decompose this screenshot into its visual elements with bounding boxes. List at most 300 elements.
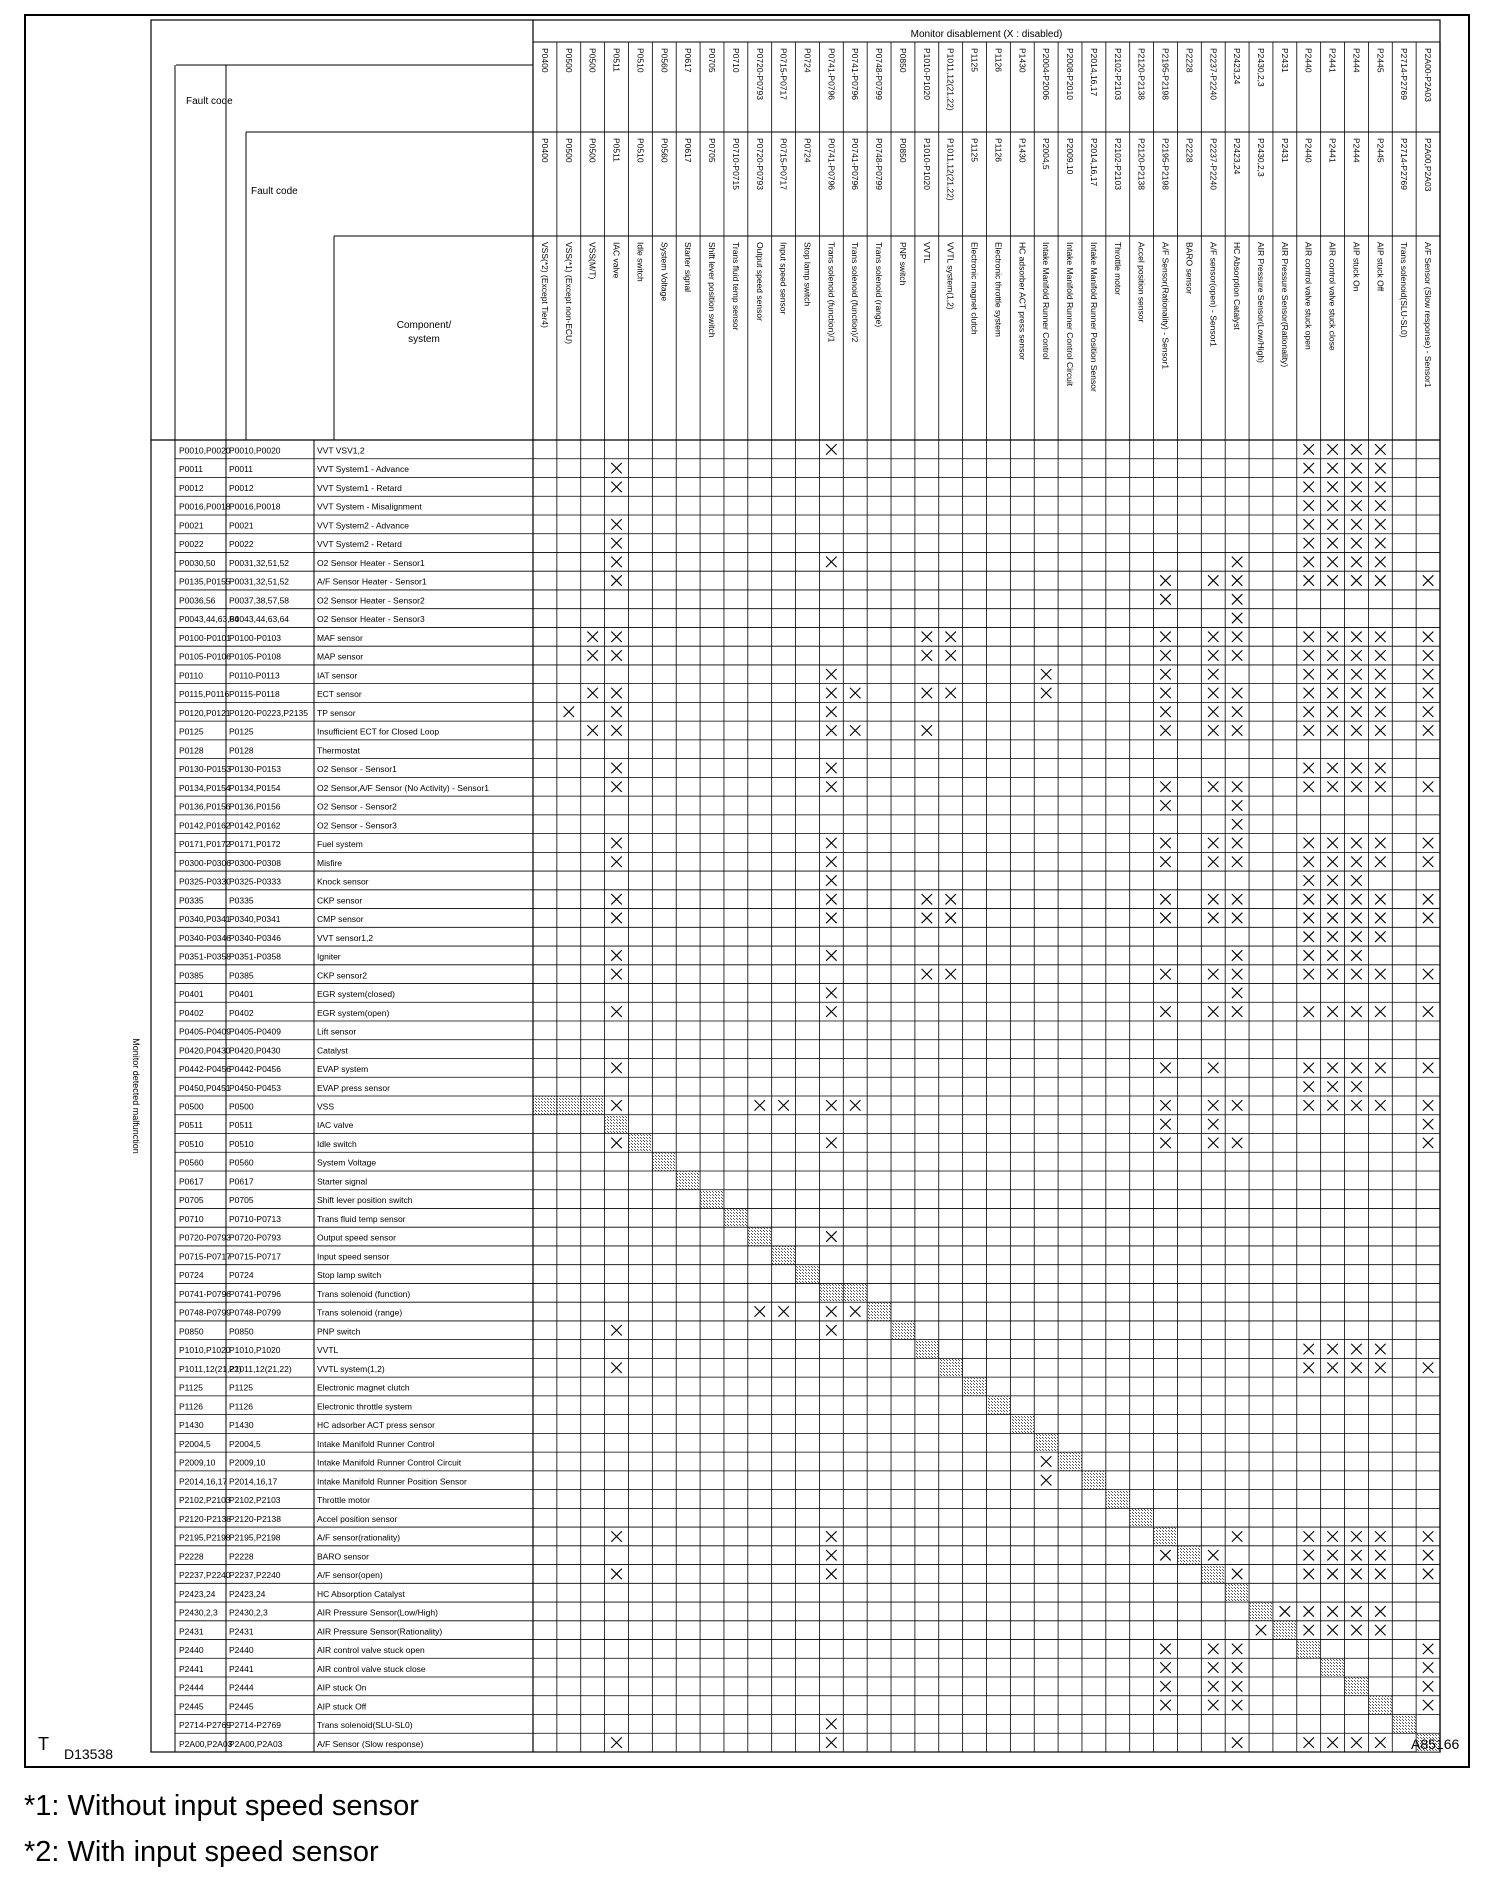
row-code: P0617 (179, 1176, 204, 1187)
x-mark (1375, 1737, 1385, 1747)
shaded-cell (748, 1227, 772, 1246)
row-code-2: P0617 (229, 1176, 254, 1187)
x-mark (1303, 463, 1313, 473)
shaded-cell (724, 1208, 748, 1227)
x-mark (1303, 519, 1313, 529)
row-code: P2430,2,3 (179, 1607, 218, 1618)
x-mark (1160, 1681, 1170, 1691)
shaded-cell (1392, 1715, 1416, 1734)
row-code-2: P0710-P0713 (229, 1213, 281, 1224)
column-code-2: P2004,5 (1041, 138, 1052, 170)
column-code-2: P0741-P0796 (850, 138, 861, 190)
column-component: VSS(M/T) (587, 242, 598, 280)
row-component: Electronic magnet clutch (317, 1382, 410, 1393)
x-mark (1232, 913, 1242, 923)
x-mark (1423, 913, 1433, 923)
row-code-2: P2009,10 (229, 1457, 266, 1468)
x-mark (1303, 1625, 1313, 1635)
shaded-cell (581, 1096, 605, 1115)
row-component: VVT System2 - Advance (317, 520, 409, 531)
x-mark (1232, 1681, 1242, 1691)
x-mark (1351, 557, 1361, 567)
row-code: P2102,P2103 (179, 1495, 231, 1506)
column-code: P2195-P2198 (1160, 48, 1171, 100)
x-mark (1423, 725, 1433, 735)
shaded-cell (867, 1302, 891, 1321)
fault-code-label-2: Fault code (251, 186, 298, 197)
x-mark (1423, 1531, 1433, 1541)
column-component: Trans solenoid (function)/2 (850, 242, 861, 343)
x-mark (1423, 650, 1433, 660)
column-code: P0500 (587, 48, 598, 73)
x-mark (1423, 1119, 1433, 1129)
x-mark (850, 725, 860, 735)
x-mark (1160, 1100, 1170, 1110)
x-mark (1351, 875, 1361, 885)
x-mark (1351, 856, 1361, 866)
row-code-2: P0012 (229, 482, 254, 493)
column-code-2: P1010-P1020 (921, 138, 932, 190)
x-mark (1160, 1700, 1170, 1710)
row-code: P0710 (179, 1213, 204, 1224)
x-mark (1232, 856, 1242, 866)
x-mark (1208, 913, 1218, 923)
column-component: VVTL (921, 242, 932, 264)
x-mark (1160, 894, 1170, 904)
row-code-2: P0142,P0162 (229, 820, 281, 831)
row-code: P0115,P0116 (179, 689, 230, 700)
row-component: Intake Manifold Runner Position Sensor (317, 1476, 467, 1487)
x-mark (1160, 688, 1170, 698)
row-code-2: P0741-P0796 (229, 1288, 281, 1299)
x-mark (587, 632, 597, 642)
x-mark (611, 894, 621, 904)
x-mark (1375, 931, 1385, 941)
column-code: P0400 (539, 48, 550, 73)
column-code-2: P0400 (539, 138, 550, 163)
x-mark (611, 688, 621, 698)
x-mark (1351, 913, 1361, 923)
component-label-2: system (408, 334, 440, 345)
row-code-2: P0011 (229, 464, 253, 475)
x-mark (1232, 894, 1242, 904)
x-mark (826, 1100, 836, 1110)
x-mark (1351, 1363, 1361, 1373)
x-mark (1232, 1006, 1242, 1016)
x-mark (1423, 1363, 1433, 1373)
x-mark (587, 725, 597, 735)
column-code: P2A00-P2A03 (1423, 48, 1434, 102)
x-mark (1327, 1550, 1337, 1560)
row-component: O2 Sensor - Sensor3 (317, 820, 397, 831)
x-mark (1303, 707, 1313, 717)
row-code: P0560 (179, 1157, 204, 1168)
row-component: A/F Sensor (Slow response) (317, 1738, 424, 1749)
row-code-2: P0021 (229, 520, 254, 531)
row-code: P0705 (179, 1195, 204, 1206)
column-code: P2441 (1327, 48, 1338, 73)
x-mark (922, 894, 932, 904)
x-mark (1160, 1063, 1170, 1073)
x-mark (1303, 500, 1313, 510)
row-code-2: P0500 (229, 1101, 254, 1112)
row-code: P0401 (179, 989, 204, 1000)
row-component: Igniter (317, 951, 341, 962)
x-mark (826, 1719, 836, 1729)
shaded-cell (843, 1283, 867, 1302)
x-mark (1160, 1138, 1170, 1148)
x-mark (1041, 669, 1051, 679)
column-code-2: P2195-P2198 (1160, 138, 1171, 190)
x-mark (1208, 669, 1218, 679)
x-mark (1375, 1569, 1385, 1579)
column-code-2: P2228 (1184, 138, 1195, 163)
x-mark (1232, 1531, 1242, 1541)
column-component: A/F sensor(open) - Sensor1 (1208, 242, 1219, 347)
x-mark (1160, 1119, 1170, 1129)
row-code: P0511 (179, 1120, 203, 1131)
row-component: Input speed sensor (317, 1251, 390, 1262)
row-code-2: P0115-P0118 (229, 689, 280, 700)
footnote-1: *1: Without input speed sensor (24, 1790, 419, 1822)
x-mark (1375, 1550, 1385, 1560)
x-mark (1423, 669, 1433, 679)
row-code-2: P0016,P0018 (229, 501, 281, 512)
x-mark (826, 894, 836, 904)
corner-left-code: D13538 (64, 1746, 114, 1762)
x-mark (1208, 1550, 1218, 1560)
row-component: VVTL (317, 1345, 339, 1356)
row-code-2: P1010,P1020 (229, 1345, 281, 1356)
column-code-2: P2120-P2138 (1136, 138, 1147, 190)
column-code: P2237-P2240 (1208, 48, 1219, 100)
x-mark (1303, 763, 1313, 773)
x-mark (1208, 1662, 1218, 1672)
column-code-2: P0500 (587, 138, 598, 163)
x-mark (1232, 1662, 1242, 1672)
x-mark (945, 688, 955, 698)
x-mark (1375, 1531, 1385, 1541)
x-mark (1351, 669, 1361, 679)
column-code-2: P2237-P2240 (1208, 138, 1219, 190)
x-mark (1375, 463, 1385, 473)
x-mark (1375, 725, 1385, 735)
x-mark (611, 838, 621, 848)
row-code: P0100-P0101 (179, 632, 231, 643)
row-component: Misfire (317, 857, 343, 868)
row-code: P0036,56 (179, 595, 216, 606)
x-mark (1327, 781, 1337, 791)
column-component: AIR Pressure Sensor(Rationality) (1279, 242, 1290, 368)
x-mark (826, 725, 836, 735)
x-mark (611, 519, 621, 529)
x-mark (611, 1531, 621, 1541)
row-component: O2 Sensor - Sensor1 (317, 764, 397, 775)
row-code: P0030,50 (179, 557, 216, 568)
x-mark (1041, 688, 1051, 698)
corner-mark: T (38, 1734, 49, 1754)
row-component: Trans solenoid (range) (317, 1307, 403, 1318)
row-code-2: P2444 (229, 1682, 254, 1693)
row-component: BARO sensor (317, 1551, 369, 1562)
row-code: P2195,P2198 (179, 1532, 231, 1543)
shaded-cell (796, 1265, 820, 1284)
column-component: Trans solenoid(SLU-SL0) (1399, 242, 1410, 338)
x-mark (1351, 838, 1361, 848)
shaded-cell (700, 1190, 724, 1209)
row-component: TP sensor (317, 707, 356, 718)
column-code: P0715-P0717 (778, 48, 789, 100)
x-mark (826, 1569, 836, 1579)
column-code: P0748-P0799 (874, 48, 885, 100)
row-component: IAC valve (317, 1120, 354, 1131)
x-mark (1280, 1606, 1290, 1616)
x-mark (1375, 781, 1385, 791)
row-component: Lift sensor (317, 1026, 357, 1037)
row-code: P0450,P0451 (179, 1082, 231, 1093)
shaded-cell (1345, 1677, 1369, 1696)
x-mark (1208, 688, 1218, 698)
x-mark (1351, 1006, 1361, 1016)
x-mark (1208, 1644, 1218, 1654)
x-mark (778, 1100, 788, 1110)
x-mark (1327, 1606, 1337, 1616)
x-mark (1232, 819, 1242, 829)
x-mark (1327, 557, 1337, 567)
x-mark (587, 688, 597, 698)
row-code-2: P2445 (229, 1701, 254, 1712)
row-code: P0402 (179, 1007, 204, 1018)
row-code: P0335 (179, 895, 204, 906)
x-mark (826, 1550, 836, 1560)
shaded-cell (963, 1377, 987, 1396)
x-mark (1232, 838, 1242, 848)
x-mark (1351, 1531, 1361, 1541)
row-code: P0510 (179, 1138, 204, 1149)
column-component: Intake Manifold Runner Position Sensor (1088, 242, 1099, 392)
row-code: P0741-P0796 (179, 1288, 231, 1299)
x-mark (945, 913, 955, 923)
x-mark (1327, 1006, 1337, 1016)
row-code-2: P0850 (229, 1326, 254, 1337)
x-mark (1303, 1100, 1313, 1110)
x-mark (1232, 1700, 1242, 1710)
column-code-2: P2423,24 (1232, 138, 1243, 175)
x-mark (1351, 1550, 1361, 1560)
row-code: P0016,P0018 (179, 501, 231, 512)
shaded-cell (1058, 1452, 1082, 1471)
column-code: P2008-P2010 (1065, 48, 1076, 100)
x-mark (611, 707, 621, 717)
x-mark (1160, 1662, 1170, 1672)
x-mark (1303, 688, 1313, 698)
column-code-2: P2102-P2103 (1112, 138, 1123, 190)
column-code: P1126 (993, 48, 1004, 72)
shaded-cell (772, 1246, 796, 1265)
x-mark (1375, 632, 1385, 642)
row-component: Accel position sensor (317, 1513, 398, 1524)
column-code: P1125 (969, 48, 980, 72)
x-mark (1303, 875, 1313, 885)
row-component: AIR Pressure Sensor(Low/High) (317, 1607, 438, 1618)
column-code-2: P2444 (1351, 138, 1362, 163)
x-mark (1303, 1550, 1313, 1560)
row-code-2: P2195,P2198 (229, 1532, 281, 1543)
x-mark (611, 969, 621, 979)
x-mark (1375, 650, 1385, 660)
x-mark (1303, 950, 1313, 960)
x-mark (1423, 707, 1433, 717)
x-mark (1232, 613, 1242, 623)
x-mark (587, 650, 597, 660)
row-code-2: P2423,24 (229, 1588, 266, 1599)
x-mark (1423, 1569, 1433, 1579)
shaded-cell (652, 1152, 676, 1171)
x-mark (1232, 988, 1242, 998)
x-mark (1327, 650, 1337, 660)
x-mark (1423, 1681, 1433, 1691)
column-code: P2014,16,17 (1088, 48, 1099, 97)
column-component: HC Absorption Catalyst (1232, 242, 1243, 330)
row-component: HC adsorber ACT press sensor (317, 1420, 435, 1431)
shaded-cell (605, 1115, 629, 1134)
x-mark (1232, 688, 1242, 698)
row-component: AIR Pressure Sensor(Rationality) (317, 1626, 443, 1637)
x-mark (1160, 856, 1170, 866)
x-mark (922, 969, 932, 979)
row-code-2: P0511 (229, 1120, 253, 1131)
row-code: P0405-P0409 (179, 1026, 231, 1037)
x-mark (611, 538, 621, 548)
column-code-2: P0715-P0717 (778, 138, 789, 190)
x-mark (1208, 894, 1218, 904)
column-code: P2445 (1375, 48, 1386, 73)
row-component: VVT System - Misalignment (317, 501, 422, 512)
x-mark (1303, 1569, 1313, 1579)
column-code: P1010-P1020 (921, 48, 932, 100)
column-code-2: P1125 (969, 138, 980, 162)
row-component: VVT VSV1,2 (317, 445, 365, 456)
row-component: AIR control valve stuck close (317, 1663, 426, 1674)
row-code-2: P2237,P2240 (229, 1570, 281, 1581)
x-mark (1160, 800, 1170, 810)
row-code-2: P0031,32,51,52 (229, 557, 290, 568)
column-code: P0710 (730, 48, 741, 73)
x-mark (1423, 1063, 1433, 1073)
column-code-2: P2431 (1279, 138, 1290, 163)
x-mark (826, 1325, 836, 1335)
x-mark (1160, 1006, 1170, 1016)
column-code: P2102-P2103 (1112, 48, 1123, 100)
column-component: VVTL system(1,2) (945, 242, 956, 310)
column-code: P0741-P0796 (850, 48, 861, 100)
row-code: P2440 (179, 1645, 204, 1656)
x-mark (1160, 1550, 1170, 1560)
row-code-2: P0402 (229, 1007, 254, 1018)
x-mark (1423, 838, 1433, 848)
x-mark (1160, 594, 1170, 604)
x-mark (1232, 557, 1242, 567)
row-component: IAT sensor (317, 670, 358, 681)
row-code-2: P0037,38,57,58 (229, 595, 290, 606)
row-component: CKP sensor2 (317, 970, 367, 981)
x-mark (611, 463, 621, 473)
x-mark (1423, 856, 1433, 866)
row-component: System Voltage (317, 1157, 377, 1168)
row-code-2: P0171,P0172 (229, 839, 281, 850)
x-mark (1232, 800, 1242, 810)
row-code-2: P0136,P0156 (229, 801, 281, 812)
row-code-2: P0340,P0341 (229, 914, 281, 925)
x-mark (1351, 1625, 1361, 1635)
x-mark (1375, 500, 1385, 510)
column-code: P2431 (1279, 48, 1290, 73)
column-code: P0511 (611, 48, 622, 72)
column-code: P0724 (802, 48, 813, 73)
x-mark (826, 1138, 836, 1148)
x-mark (1351, 1606, 1361, 1616)
x-mark (1375, 838, 1385, 848)
x-mark (1375, 1100, 1385, 1110)
row-component: EVAP system (317, 1064, 369, 1075)
x-mark (1208, 650, 1218, 660)
row-code: P0043,44,63,64 (179, 614, 240, 625)
column-component: AIR Pressure Sensor(Low/High) (1255, 242, 1266, 363)
x-mark (1160, 838, 1170, 848)
row-component: Idle switch (317, 1138, 357, 1149)
x-mark (826, 781, 836, 791)
x-mark (1351, 725, 1361, 735)
x-mark (1327, 856, 1337, 866)
row-code: P0300-P0306 (179, 857, 231, 868)
row-code: P1430 (179, 1420, 204, 1431)
row-component: VVT sensor1,2 (317, 932, 374, 943)
row-component: Starter signal (317, 1176, 368, 1187)
column-code-2: P0748-P0799 (874, 138, 885, 190)
x-mark (922, 688, 932, 698)
x-mark (1232, 781, 1242, 791)
x-mark (611, 1737, 621, 1747)
x-mark (1327, 838, 1337, 848)
x-mark (1351, 688, 1361, 698)
row-component: Insufficient ECT for Closed Loop (317, 726, 440, 737)
row-component: MAF sensor (317, 632, 363, 643)
row-code-2: P0724 (229, 1270, 254, 1281)
x-mark (1375, 856, 1385, 866)
x-mark (611, 650, 621, 660)
column-component: Trans solenoid (function)/1 (826, 242, 837, 343)
x-mark (826, 763, 836, 773)
x-mark (611, 1100, 621, 1110)
x-mark (1327, 725, 1337, 735)
x-mark (1208, 838, 1218, 848)
component-label: Component/ (396, 320, 452, 331)
x-mark (1327, 500, 1337, 510)
column-component: Starter signal (683, 242, 694, 293)
row-code: P1011,12(21,22) (179, 1363, 242, 1374)
x-mark (1327, 1737, 1337, 1747)
x-mark (611, 950, 621, 960)
column-component: Intake Manifold Runner Control (1041, 242, 1052, 360)
row-code: P0325-P0330 (179, 876, 231, 887)
row-code-2: P0450-P0453 (229, 1082, 281, 1093)
column-code-2: P2430,2,3 (1255, 138, 1266, 177)
x-mark (1208, 856, 1218, 866)
x-mark (778, 1306, 788, 1316)
x-mark (1208, 707, 1218, 717)
x-mark (1303, 1606, 1313, 1616)
x-mark (826, 1231, 836, 1241)
